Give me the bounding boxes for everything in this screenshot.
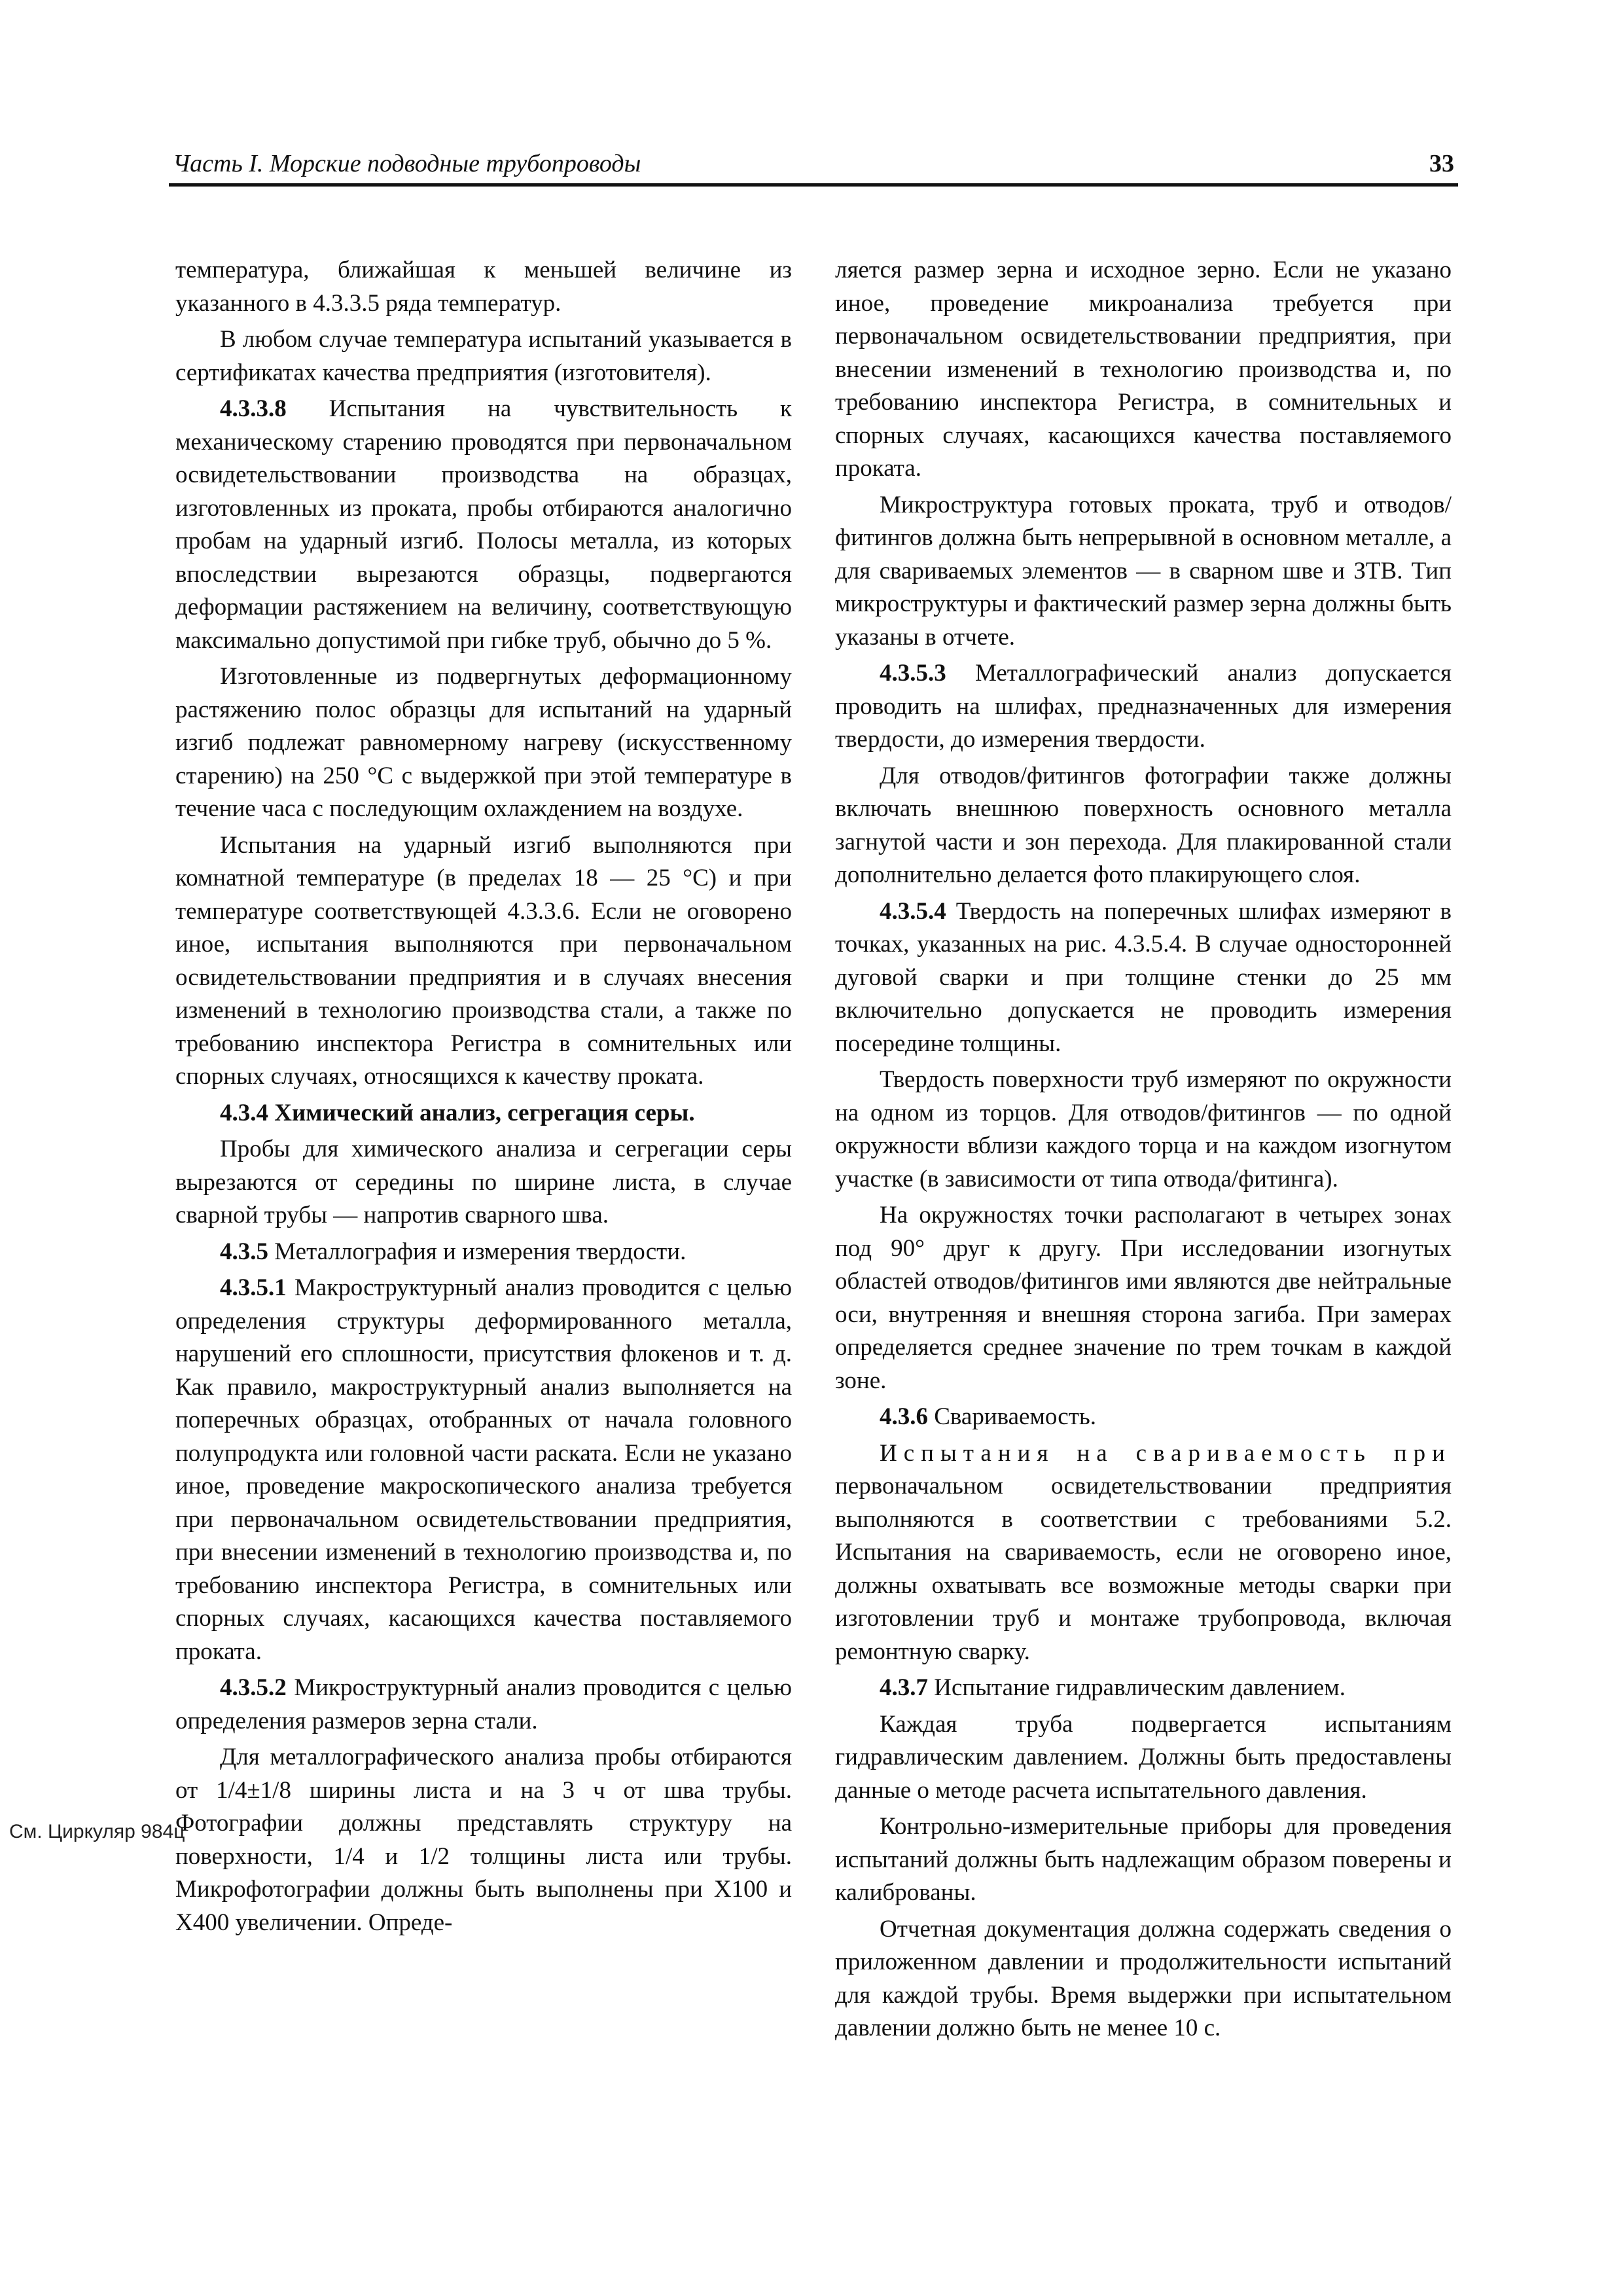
section-heading [835, 1672, 1452, 1705]
section-title: Испытание гидравлическим давлением. [928, 1674, 1346, 1701]
paragraph: Изготовленные из подвергнутых деформационному растяжению полос образцы для испытаний на ударный изгиб подлежат равномерному нагреву (искусственному старению) на 250 °С с выдержкой при этой температуре в течение часа с последующим охлаждением на воздухе. [175, 663, 792, 822]
section-number: 4.3.3.8 [220, 395, 287, 422]
section-title: Металлография и измерения твердости. [268, 1238, 687, 1265]
page-number: 33 [1429, 150, 1454, 177]
paragraph: Испытания на ударный изгиб выполняются при комнатной температуре (в пределах 18 — 25 °С) и при температуре соответствующей 4.3.3.6. Если не оговорено иное, испытания выполняются при первоначальном освидетельствовании предприятия и в случаях внесения изменений в технологию производства стали, а также по требованию инспектора Регистра в сомнительных или спорных случаях, относящихся к качеству проката. [175, 831, 792, 1090]
paragraph-text: Макроструктурный анализ проводится с целью определения структуры деформированного металла, нарушений его сплошности, присутствия флокенов и т. д. Как правило, макроструктурный анализ выполняется на поперечных образцах, отобранных от начала головного полупродукта или головной части раската. Если не указано иное, проведение макроскопического анализа требуется при первоначальном освидетельствовании предприятия, при внесении изменений в технологию производства и, по требованию инспектора Регистра, в сомнительных или спорных случаях, касающихся качества поставляемого проката. [175, 1274, 792, 1665]
section-number: 4.3.7 [880, 1674, 928, 1701]
section-number: 4.3.5.2 [220, 1674, 287, 1701]
paragraph: Каждая труба подвергается испытаниям гидравлическим давлением. Должны быть предоставлены данные о методе расчета испытательного давления. [835, 1710, 1452, 1804]
section-heading [175, 1236, 792, 1269]
spaced-text: Испытания на свариваемость при [880, 1439, 1452, 1467]
paragraph [835, 657, 1452, 757]
running-header [169, 143, 1458, 187]
right-column [835, 254, 1452, 2049]
section-title: Свариваемость. [928, 1403, 1097, 1430]
paragraph: Пробы для химического анализа и сегрегации серы вырезаются от середины по ширине листа, в случае сварной трубы — напротив сварного шва. [175, 1136, 792, 1229]
paragraph: В любом случае температура испытаний указывается в сертификатах качества предприятия (изготовителя). [175, 326, 792, 386]
section-heading [175, 1097, 792, 1130]
left-column [175, 254, 792, 1943]
paragraph: температура, ближайшая к меньшей величине из указанного в 4.3.3.5 ряда температур. [175, 257, 792, 317]
section-title: Химический анализ, сегрегация серы. [268, 1099, 695, 1126]
paragraph-text: Металлографический анализ допускается проводить на шлифах, предназначенных для измерения твердости, до измерения твердости. [835, 660, 1452, 753]
section-number: 4.3.5 [220, 1238, 268, 1265]
paragraph [835, 895, 1452, 1061]
paragraph: На окружностях точки располагают в четырех зонах под 90° друг к другу. При исследовании изогнутых областей отводов/фитингов ими являются две нейтральные оси, внутренняя и внешняя сторона загиба. При замерах определяется среднее значение по трем точкам в каждой зоне. [835, 1202, 1452, 1394]
paragraph [175, 393, 792, 657]
section-number: 4.3.5.3 [880, 660, 946, 687]
paragraph: Для металлографического анализа пробы отбираются от 1/4±1/8 ширины листа и на 3 ч от шва трубы. Фотографии должны представлять структуру на поверхности, 1/4 и 1/2 толщины листа или трубы. Микрофотографии должны быть выполнены при Х100 и Х400 увеличении. Опреде- [175, 1744, 792, 1936]
section-number: 4.3.5.1 [220, 1274, 287, 1301]
paragraph [175, 1672, 792, 1738]
paragraph: Твердость поверхности труб измеряют по окружности на одном из торцов. Для отводов/фитингов — по одной окружности вблизи каждого торца и на каждом изогнутом участке (в зависимости от типа отвода/фитинга). [835, 1066, 1452, 1193]
paragraph-text: Микроструктурный анализ проводится с целью определения размеров зерна стали. [175, 1674, 792, 1734]
paragraph: ляется размер зерна и исходное зерно. Если не указано иное, проведение микроанализа требуется при первоначальном освидетельствовании предприятия, при внесении изменений в технологию производства и, по требованию инспектора Регистра, в сомнительных и спорных случаях, касающихся качества поставляемого проката. [835, 257, 1452, 482]
section-heading [835, 1401, 1452, 1434]
paragraph: Микроструктура готовых проката, труб и отводов/фитингов должна быть непрерывной в основном металле, а для свариваемых элементов — в сварном шве и ЗТВ. Тип микроструктуры и фактический размер зерна должны быть указаны в отчете. [835, 491, 1452, 651]
section-number: 4.3.6 [880, 1403, 928, 1430]
paragraph: Для отводов/фитингов фотографии также должны включать внешнюю поверхность основного металла загнутой части и зон перехода. Для плакированной стали дополнительно делается фото плакирующего слоя. [835, 762, 1452, 888]
margin-note[interactable]: См. Циркуляр 984ц [9, 1821, 185, 1842]
paragraph [175, 1272, 792, 1668]
paragraph: Контрольно-измерительные приборы для проведения испытаний должны быть надлежащим образом поверены и калиброваны. [835, 1813, 1452, 1906]
paragraph-text: Твердость на поперечных шлифах измеряют в точках, указанных на рис. 4.3.5.4. В случае односторонней дуговой сварки и при толщине стенки до 25 мм включительно допускается не проводить измерения посередине толщины. [835, 897, 1452, 1057]
paragraph-text: первоначальном освидетельствовании предприятия выполняются в соответствии с требованиями 5.2. Испытания на свариваемость, если не оговорено иное, должны охватывать все возможные методы сварки при изготовлении труб и монтаже трубопровода, включая ремонтную сварку. [835, 1473, 1452, 1665]
running-title: Часть I. Морские подводные трубопроводы [173, 150, 641, 177]
section-number: 4.3.4 [220, 1099, 268, 1126]
paragraph-text: Испытания на чувствительность к механическому старению проводятся при первоначальном освидетельствовании производства на образцах, изготовленных из проката, пробы отбираются аналогично пробам на ударный изгиб. Полосы металла, из которых впоследствии вырезаются образцы, подвергаются деформации растяжением на величину, соответствующую максимально допустимой при гибке труб, обычно до 5 %. [175, 395, 792, 654]
paragraph: Отчетная документация должна содержать сведения о приложенном давлении и продолжительности испытаний для каждой трубы. Время выдержки при испытательном давлении должно быть не менее 10 с. [835, 1915, 1452, 2041]
section-number: 4.3.5.4 [880, 897, 946, 925]
paragraph [835, 1437, 1452, 1669]
